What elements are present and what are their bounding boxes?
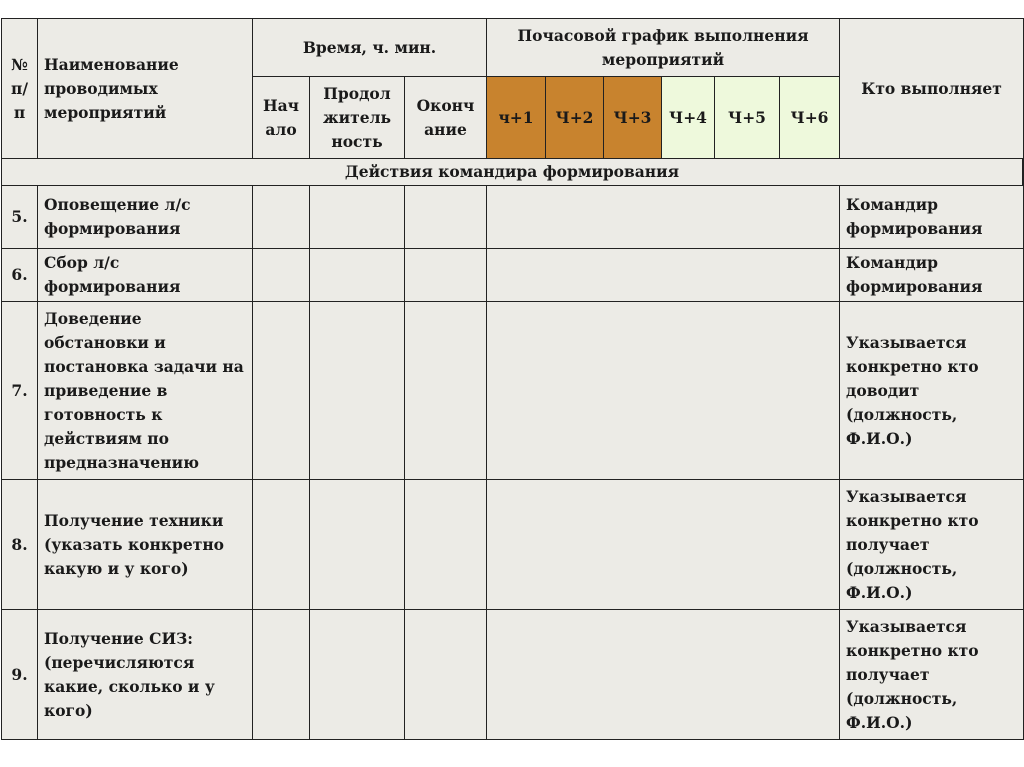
row-name: Получение СИЗ: (перечисляются какие, сколько и у кого): [38, 610, 253, 740]
header-duration: Продол житель ность: [310, 77, 405, 159]
hour-cell: ч+1: [487, 77, 546, 159]
cell-schedule: [487, 302, 840, 480]
cell-start: [253, 249, 310, 302]
cell-end: [405, 610, 487, 740]
cell-duration: [310, 249, 405, 302]
header-end: Оконч ание: [405, 77, 487, 159]
cell-end: [405, 302, 487, 480]
row-who: Командир формирования: [840, 186, 1024, 249]
cell-schedule: [487, 249, 840, 302]
header-time: Время, ч. мин.: [253, 19, 487, 77]
row-name: Сбор л/с формирования: [38, 249, 253, 302]
row-num: 6.: [2, 249, 38, 302]
table-row: [2, 186, 1024, 249]
cell-start: [253, 480, 310, 610]
row-who: Указывается конкретно кто доводит (должность, Ф.И.О.): [840, 302, 1024, 480]
cell-schedule: [487, 480, 840, 610]
cell-schedule: [487, 186, 840, 249]
table-row: [2, 480, 1024, 610]
hour-cell: Ч+6: [780, 77, 840, 159]
cell-duration: [310, 480, 405, 610]
row-name: Доведение обстановки и постановка задачи на приведение в готовность к действиям по предназначению: [38, 302, 253, 480]
cell-start: [253, 302, 310, 480]
row-who: Указывается конкретно кто получает (должность, Ф.И.О.): [840, 480, 1024, 610]
cell-duration: [310, 186, 405, 249]
cell-schedule: [487, 610, 840, 740]
cell-end: [405, 186, 487, 249]
row-who: Командир формирования: [840, 249, 1024, 302]
cell-end: [405, 480, 487, 610]
hour-cell: Ч+5: [715, 77, 780, 159]
row-num: 8.: [2, 480, 38, 610]
header-start: Нач ало: [253, 77, 310, 159]
row-num: 7.: [2, 302, 38, 480]
header-who: Кто выполняет: [840, 19, 1024, 159]
row-name: Оповещение л/с формирования: [38, 186, 253, 249]
section-title: Действия командира формирования: [2, 159, 1024, 186]
row-name: Получение техники (указать конкретно какую и у кого): [38, 480, 253, 610]
activity-schedule-table: [1, 18, 1024, 740]
table-row: [2, 610, 1024, 740]
header-name: Наименование проводимых мероприятий: [38, 19, 253, 159]
cell-duration: [310, 610, 405, 740]
cell-start: [253, 610, 310, 740]
cell-end: [405, 249, 487, 302]
table-row: [2, 302, 1024, 480]
cell-duration: [310, 302, 405, 480]
table-row: [2, 249, 1024, 302]
header-schedule: Почасовой график выполнения мероприятий: [487, 19, 840, 77]
row-num: 5.: [2, 186, 38, 249]
hour-cell: Ч+2: [546, 77, 604, 159]
row-who: Указывается конкретно кто получает (должность, Ф.И.О.): [840, 610, 1024, 740]
row-num: 9.: [2, 610, 38, 740]
header-num: № п/п: [2, 19, 38, 159]
hour-cell: Ч+4: [662, 77, 715, 159]
cell-start: [253, 186, 310, 249]
hour-cell: Ч+3: [604, 77, 662, 159]
